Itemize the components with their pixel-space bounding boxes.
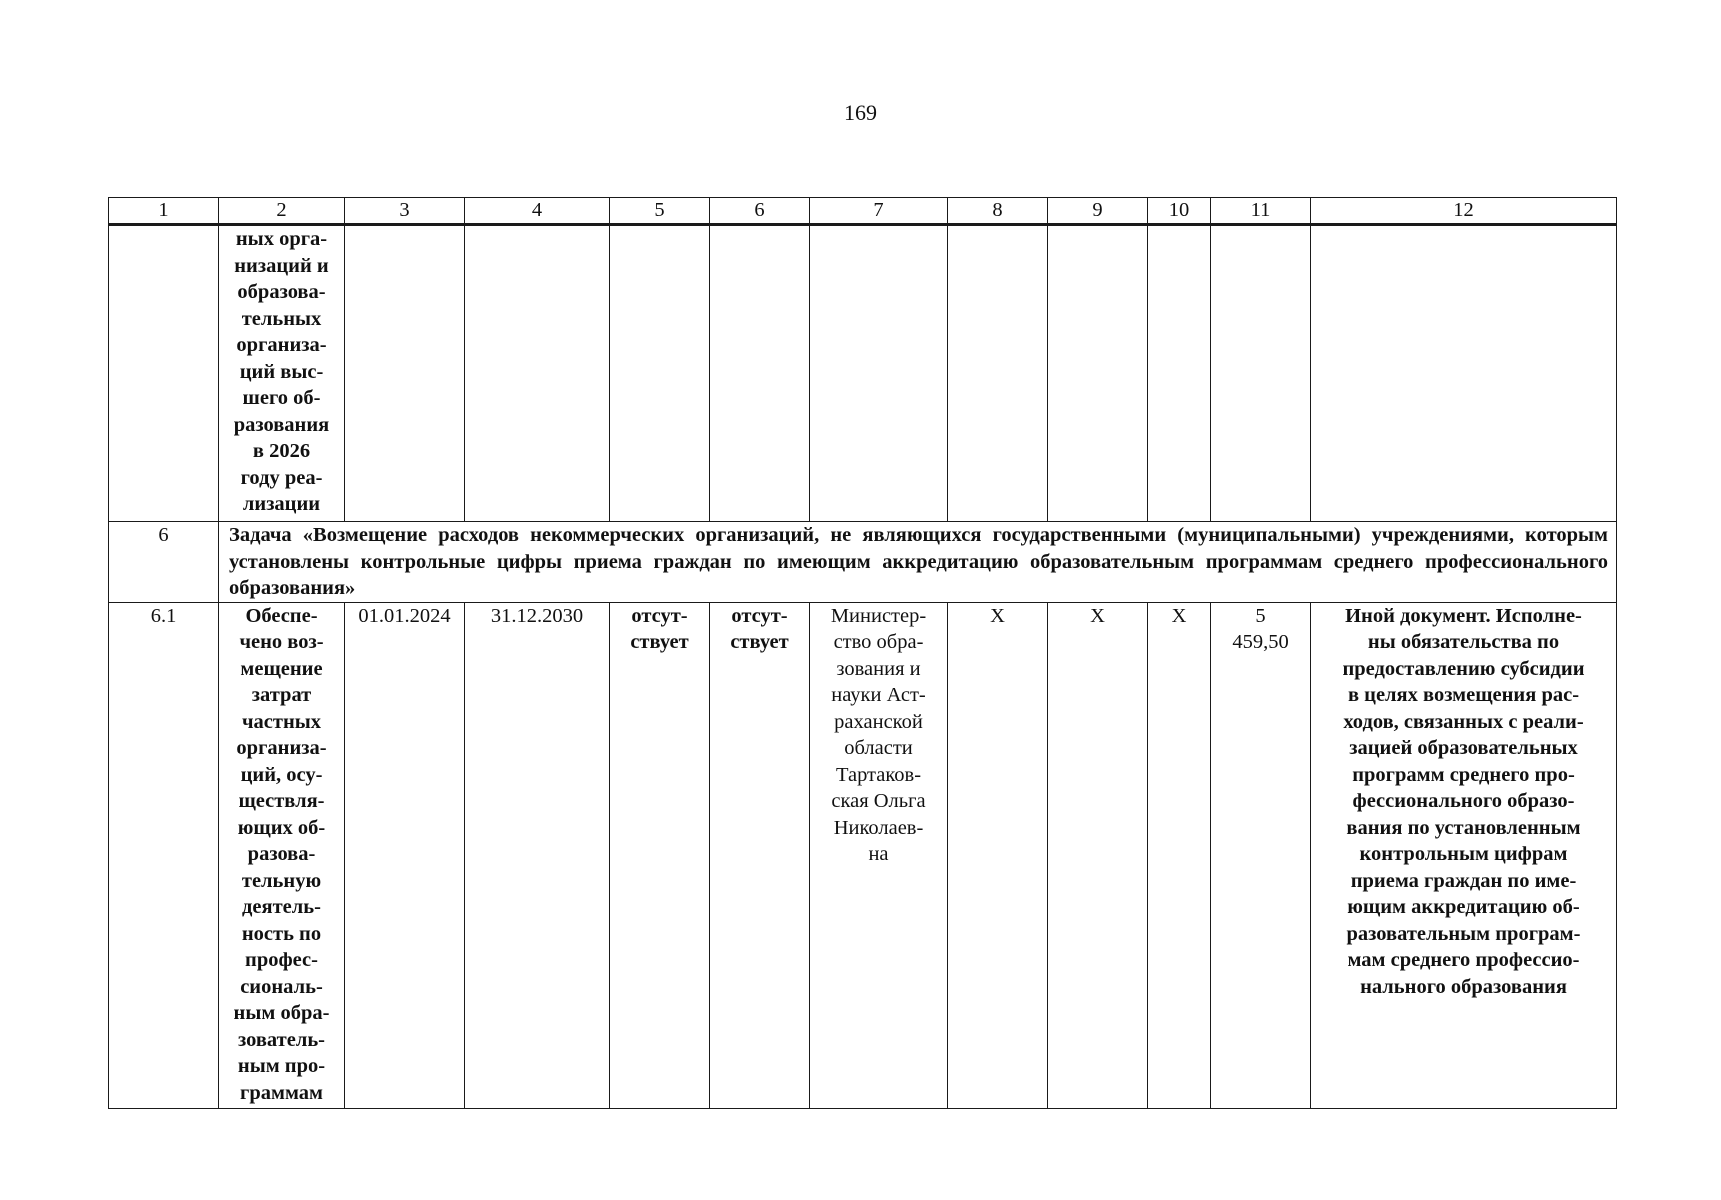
funding-amount: 5 459,50 [1211,602,1311,1108]
column-header: 6 [710,198,810,225]
empty-cell [1148,225,1211,522]
measure-row [109,602,1617,1108]
column-header: 3 [345,198,465,225]
column-9-value: X [1048,602,1148,1108]
task-number: 6 [109,522,219,603]
empty-cell [465,225,610,522]
empty-cell [948,225,1048,522]
column-6-value: отсут- ствует [710,602,810,1108]
task-title: Задача «Возмещение расходов некоммерческих организаций, не являющихся государственными (муниципальными) учреждениями, которым установлены контрольные цифры приема граждан по имеющим аккредитацию образовательным программам среднего профессионального образования» [219,522,1617,603]
page-number: 169 [844,100,877,125]
end-date: 31.12.2030 [465,602,610,1108]
column-number-row [109,198,1617,225]
empty-cell [1211,225,1311,522]
empty-cell [1048,225,1148,522]
column-header: 9 [1048,198,1148,225]
column-header: 1 [109,198,219,225]
plan-table [108,197,1617,1109]
column-header: 10 [1148,198,1211,225]
continuation-row [109,225,1617,522]
column-10-value: X [1148,602,1211,1108]
measure-result: Обеспе- чено воз- мещение затрат частных организа- ций, осу- ществля- ющих об- разова- тельную деятель- ность по профес- сиональ- ным обра- зователь- ным про- граммам [219,602,345,1108]
column-header: 7 [810,198,948,225]
column-8-value: X [948,602,1048,1108]
column-header: 5 [610,198,710,225]
empty-cell [1311,225,1617,522]
empty-cell [810,225,948,522]
measure-number: 6.1 [109,602,219,1108]
column-header: 11 [1211,198,1311,225]
empty-cell [109,225,219,522]
confirming-document: Иной документ. Исполне- ны обязательства по предоставлению субсидии в целях возмещения рас- ходов, связанных с реали- зацией образовательных программ среднего про- фессионального образо- вания по установленным контрольным цифрам приема граждан по име- ющим аккредитацию об- разовательным програм- мам среднего профессио- нального образования [1311,602,1617,1108]
start-date: 01.01.2024 [345,602,465,1108]
continued-result-text: ных орга- низаций и образова- тельных организа- ций выс- шего об- разования в 2026 году реа- лизации [219,225,345,522]
column-header: 4 [465,198,610,225]
empty-cell [345,225,465,522]
column-header: 2 [219,198,345,225]
column-5-value: отсут- ствует [610,602,710,1108]
task-row [109,522,1617,603]
column-header: 12 [1311,198,1617,225]
empty-cell [710,225,810,522]
responsible-person: Министер- ство обра- зования и науки Аст- раханской области Тартаков- ская Ольга Николаев- на [810,602,948,1108]
empty-cell [610,225,710,522]
column-header: 8 [948,198,1048,225]
